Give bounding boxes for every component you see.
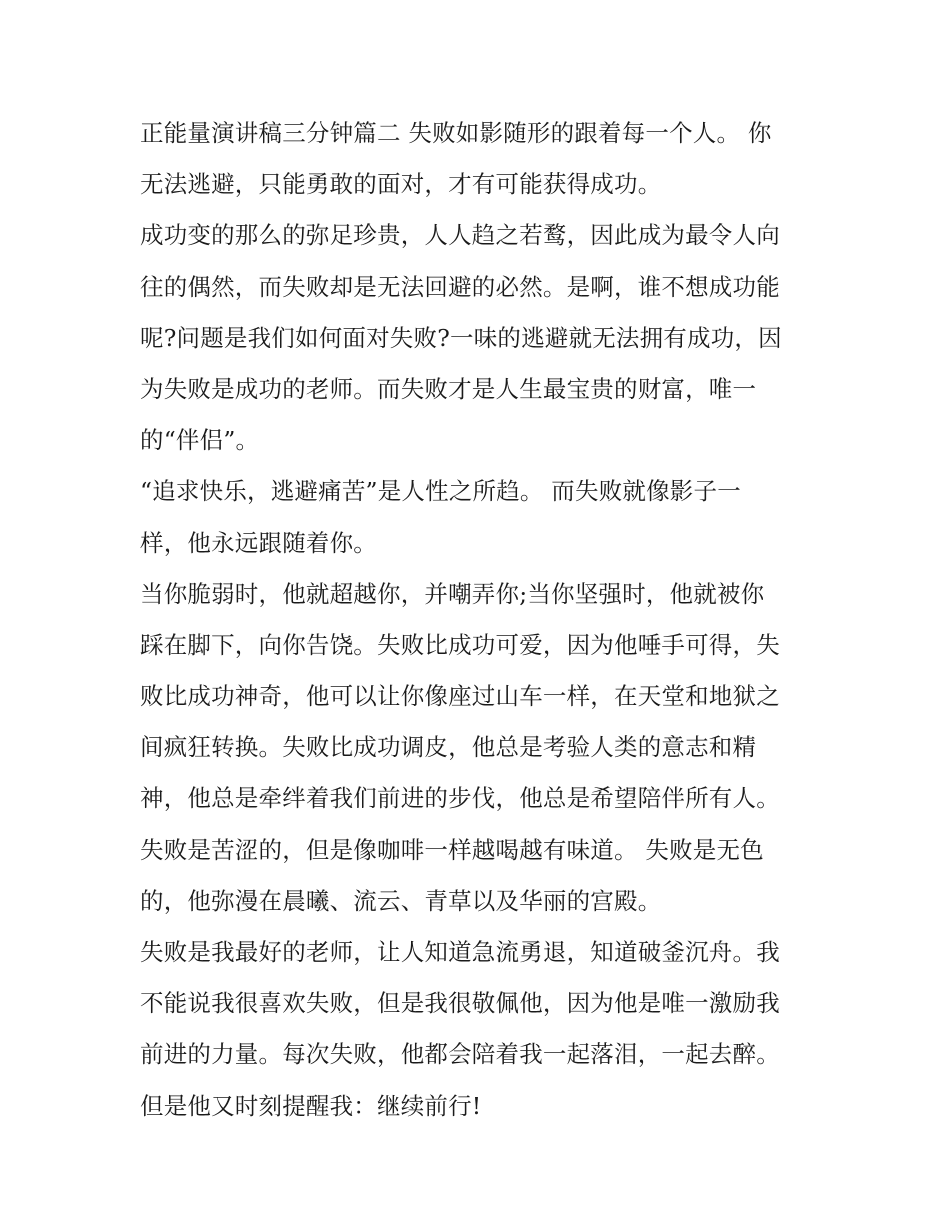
- text-line: 踩在脚下，向你告饶。失败比成功可爱，因为他唾手可得，失: [140, 630, 780, 659]
- text-line: 呢?问题是我们如何面对失败?一味的逃避就无法拥有成功，因: [140, 323, 782, 352]
- text-line: 当你脆弱时，他就超越你，并嘲弄你;当你坚强时，他就被你: [140, 579, 765, 608]
- text-line: 正能量演讲稿三分钟篇二 失败如影随形的跟着每一个人。 你: [140, 119, 772, 147]
- text-line: 失败是苦涩的，但是像咖啡一样越喝越有味道。 失败是无色: [140, 835, 764, 864]
- text-line: 的，他弥漫在晨曦、流云、青草以及华丽的宫殿。: [140, 886, 662, 915]
- text-line: 为失败是成功的老师。而失败才是人生最宝贵的财富，唯一: [140, 374, 757, 403]
- text-line: 的“伴侣”。: [140, 426, 260, 455]
- text-line: 无法逃避，只能勇敢的面对，才有可能获得成功。: [140, 170, 662, 199]
- text-line: 失败是我最好的老师，让人知道急流勇退，知道破釜沉舟。我: [140, 938, 780, 966]
- text-line: 前进的力量。每次失败，他都会陪着我一起落泪，一起去醉。: [140, 1040, 780, 1069]
- text-line: 败比成功神奇，他可以让你像座过山车一样，在天堂和地狱之: [140, 682, 780, 711]
- text-line: 往的偶然，而失败却是无法回避的必然。是啊，谁不想成功能: [140, 272, 780, 301]
- text-line: 间疯狂转换。失败比成功调皮，他总是考验人类的意志和精: [140, 733, 757, 762]
- text-line: 样，他永远跟随着你。: [140, 528, 377, 557]
- text-line: 神，他总是牵绊着我们前进的步伐，他总是希望陪伴所有人。: [140, 784, 780, 813]
- speech-text: [140, 108, 820, 1132]
- text-line: 成功变的那么的弥足珍贵，人人趋之若鹜，因此成为最令人向: [140, 221, 780, 250]
- text-line: “追求快乐，逃避痛苦”是人性之所趋。 而失败就像影子一: [140, 477, 741, 506]
- text-line: 不能说我很喜欢失败，但是我很敬佩他，因为他是唯一激励我: [140, 989, 780, 1018]
- text-line: 但是他又时刻提醒我：继续前行!: [140, 1091, 482, 1120]
